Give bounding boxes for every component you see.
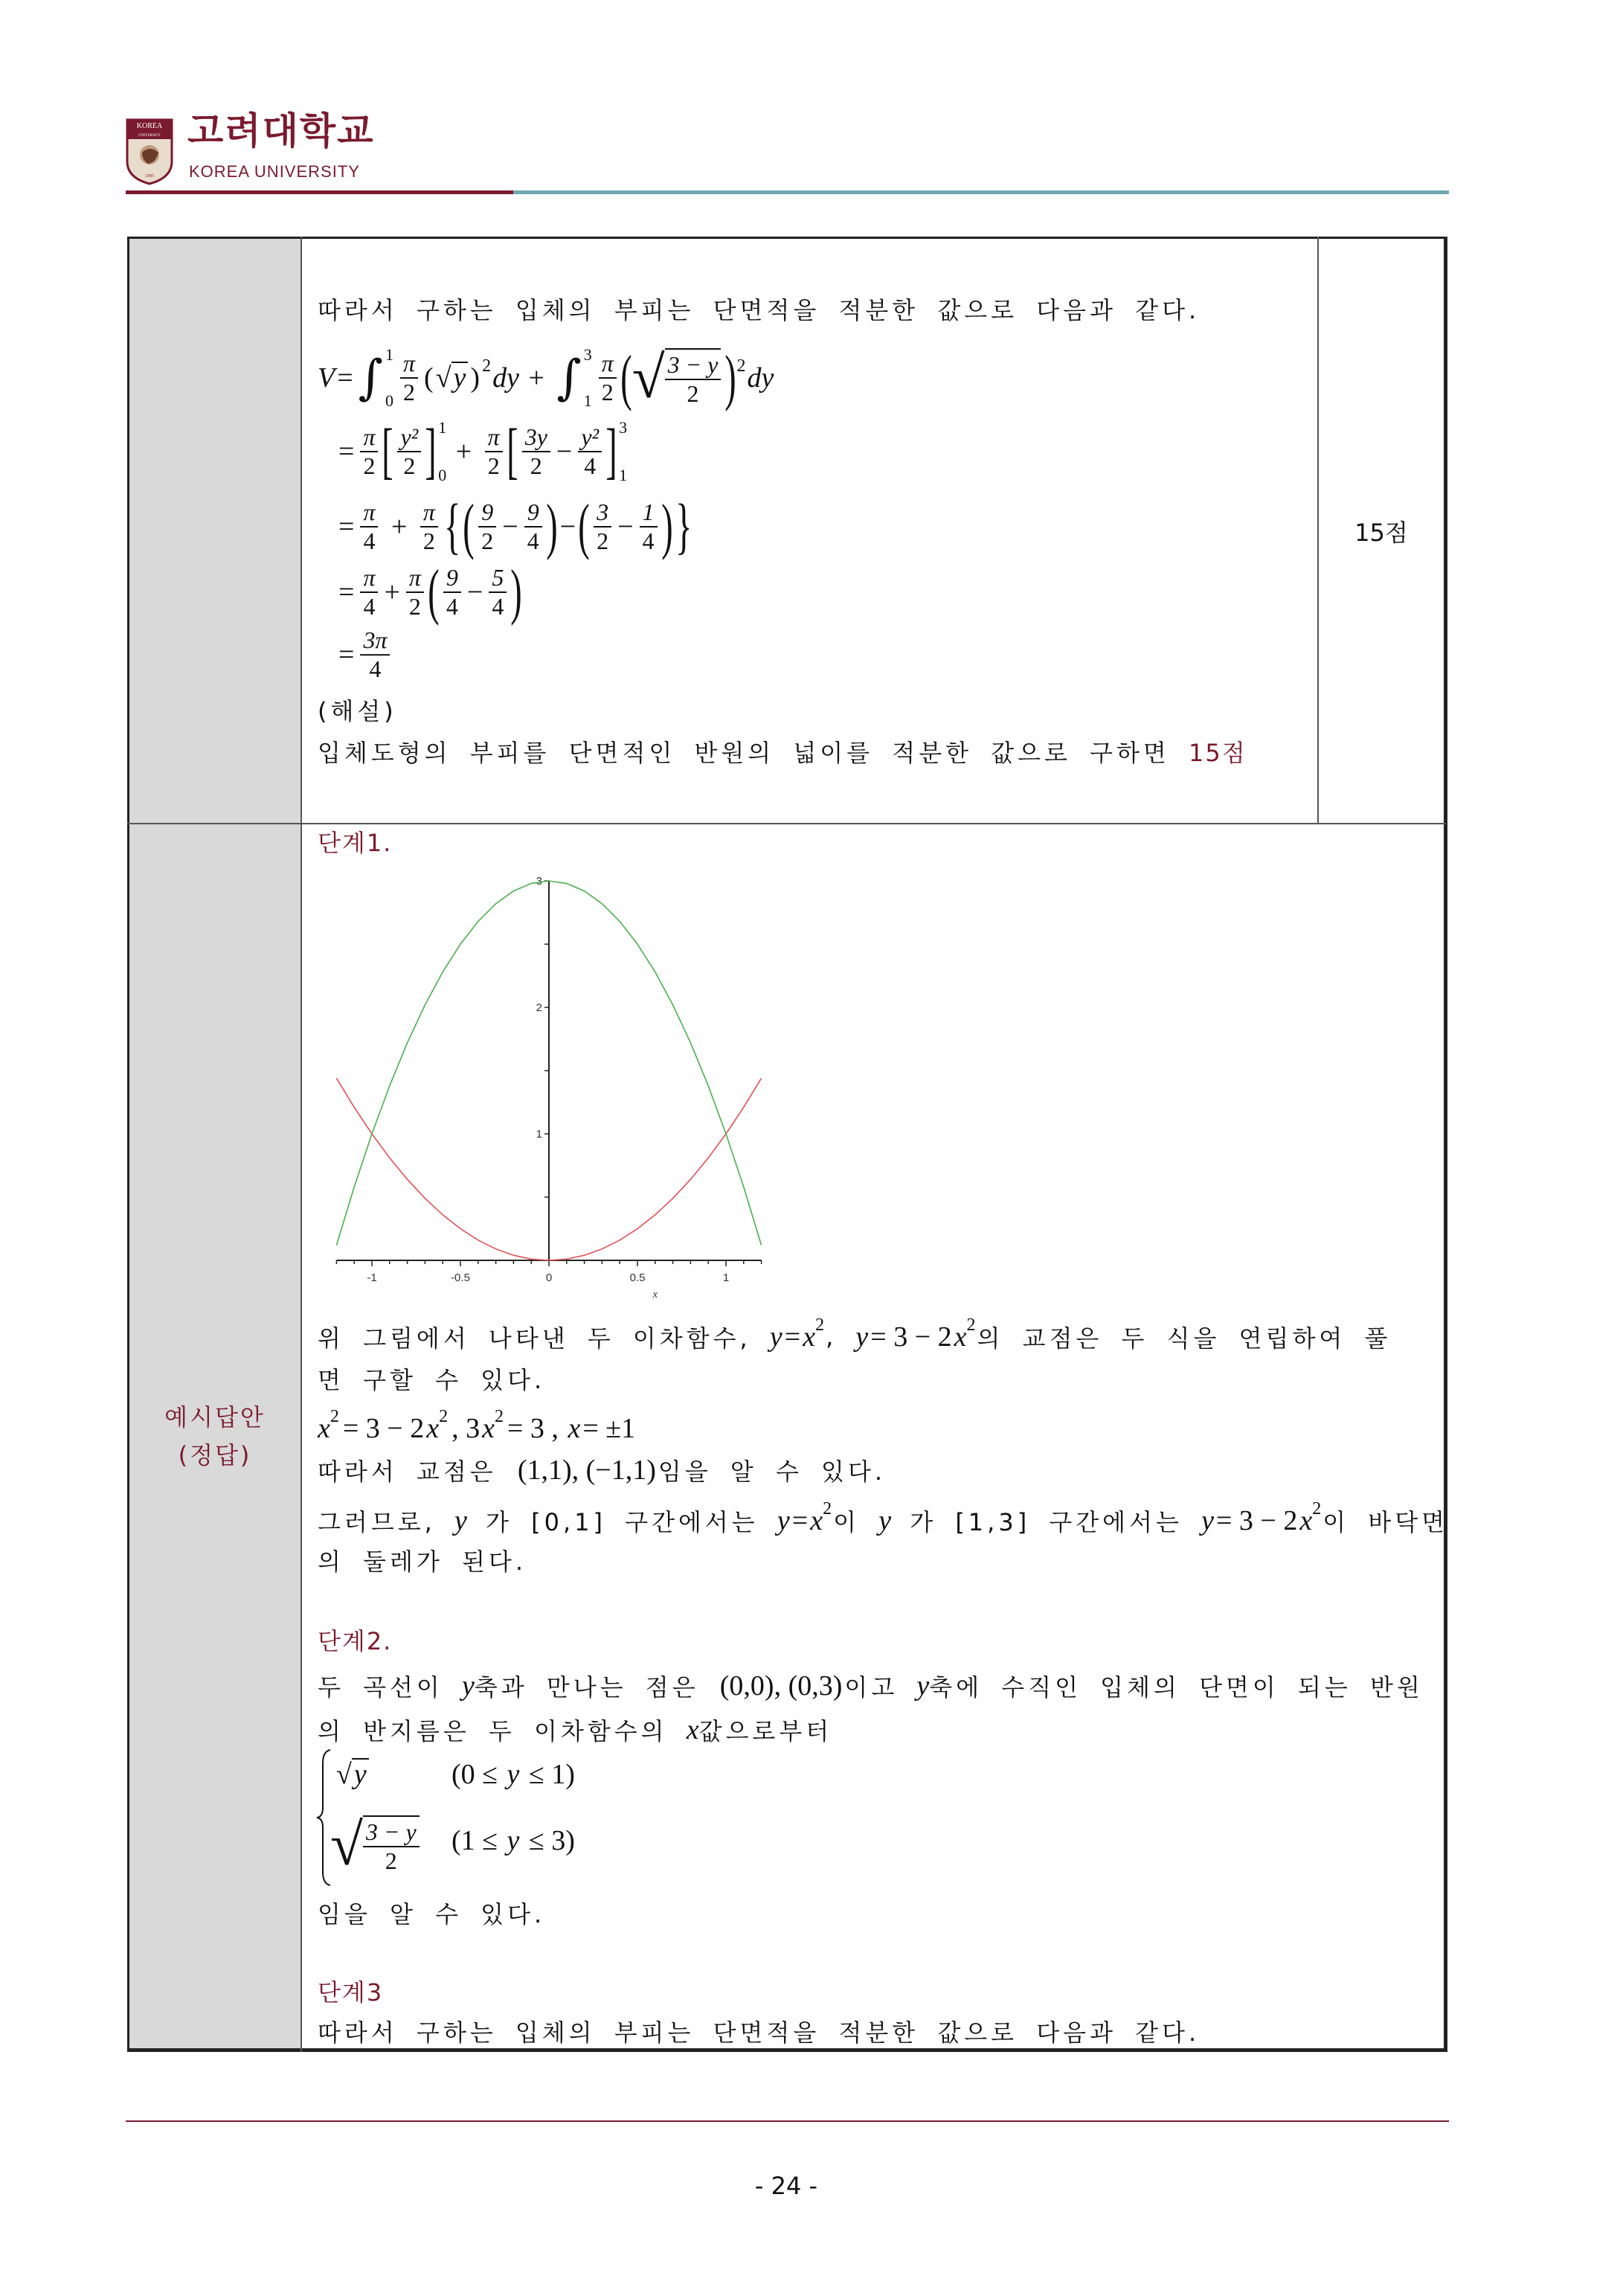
- x-tick-label: -0.5: [451, 1272, 470, 1284]
- highlight-text: 단계2.: [318, 1627, 393, 1655]
- svg-text:UNIVERSITY: UNIVERSITY: [138, 134, 161, 138]
- fraction-denominator: 2: [403, 452, 416, 479]
- math-fraction: [360, 626, 390, 683]
- math-variable: x: [810, 1505, 823, 1536]
- math-fraction: [406, 564, 424, 621]
- x-axis-label: x: [652, 1289, 658, 1301]
- math-fraction: [524, 498, 542, 555]
- math-text: = 3 − 2: [342, 1413, 425, 1444]
- math-bracket: (: [428, 557, 440, 626]
- math-fraction: [489, 564, 507, 621]
- integral-sign: ∫: [358, 350, 383, 405]
- row-label-answer: 예시답안: [164, 1403, 266, 1431]
- text-line: [318, 1498, 1449, 1538]
- text-run: 그러므로,: [318, 1508, 454, 1536]
- y-tick-label: 1: [536, 1128, 542, 1141]
- math-fraction: [443, 564, 461, 621]
- math-exponent: 2: [330, 1406, 339, 1426]
- column-divider: [301, 237, 302, 2052]
- logo-korean-name: 고려대학교: [187, 109, 375, 153]
- math-variable: dy: [492, 362, 519, 394]
- text-run: 가 [1,3] 구간에서는: [891, 1508, 1202, 1536]
- case-1-condition: [449, 1758, 577, 1791]
- math-fraction: [599, 350, 617, 406]
- fraction-numerator: 9: [524, 498, 542, 527]
- formula-step: [336, 492, 694, 561]
- text-run: 의 반지름은 두 이차함수의: [318, 1717, 687, 1745]
- math-text: ): [470, 362, 481, 394]
- fraction-denominator: 2: [687, 380, 699, 407]
- math-bracket: ]: [605, 417, 617, 486]
- math-bracket: ]: [425, 417, 437, 486]
- text-line: [318, 1543, 527, 1577]
- x-tick-label: -1: [367, 1272, 377, 1284]
- math-text: =: [338, 577, 355, 608]
- math-bracket: }: [675, 492, 692, 561]
- x-tick-label: 0: [545, 1272, 553, 1284]
- highlight-text: 15점: [1189, 739, 1247, 767]
- formula-step: [336, 419, 627, 484]
- fraction-numerator: 3: [594, 498, 611, 527]
- text-run: 임을 알 수 있다.: [658, 1458, 887, 1486]
- math-fraction: [400, 350, 418, 406]
- math-variable: V: [318, 362, 335, 394]
- fraction-numerator: 9: [443, 564, 461, 593]
- fraction-denominator: 2: [601, 379, 614, 405]
- fraction-denominator: 4: [363, 593, 376, 620]
- x-tick-label: 1: [722, 1272, 730, 1284]
- math-variable: x: [568, 1413, 581, 1444]
- footer-divider: [126, 2120, 1449, 2122]
- label-column: [129, 237, 301, 2050]
- text-line: [318, 1713, 832, 1747]
- math-bracket: ): [661, 492, 673, 561]
- text-run: 의 둘레가 된다.: [318, 1548, 527, 1576]
- lower-limit: 0: [438, 466, 447, 484]
- text-line: [318, 1453, 886, 1487]
- y-tick-label: 3: [536, 875, 542, 888]
- fraction-denominator: 4: [363, 527, 376, 554]
- math-fraction: [397, 423, 421, 480]
- text-run: 면 구할 수 있다.: [318, 1366, 546, 1394]
- fraction-numerator: √ 3 − y: [665, 351, 721, 380]
- fraction-denominator: 4: [369, 655, 382, 682]
- math-text: (0,0), (0,3): [719, 1670, 843, 1702]
- math-text: (: [424, 362, 434, 394]
- math-variable: y: [916, 1670, 930, 1702]
- integral-upper-limit: 3: [583, 345, 592, 364]
- svg-text:KOREA: KOREA: [136, 122, 163, 130]
- text-run: 의 교점은 두 식을 연립하여 풀: [977, 1324, 1392, 1353]
- text-line: [318, 292, 1200, 326]
- math-fraction: [360, 498, 378, 555]
- math-text: = 3 − 2: [870, 1321, 952, 1353]
- fraction-denominator: 2: [487, 452, 500, 479]
- radicand: √ y: [451, 362, 469, 394]
- integral-sign: ∫: [556, 350, 582, 405]
- math-variable: y: [507, 1825, 520, 1856]
- text-run: 이 바닥면: [1322, 1508, 1449, 1536]
- math-variable: y: [777, 1505, 790, 1536]
- upper-limit: 3: [619, 418, 628, 437]
- fraction-numerator: 3π: [360, 626, 390, 655]
- math-text: =: [338, 511, 355, 542]
- fraction-denominator: 2: [385, 1847, 397, 1874]
- math-text: ≤ 1): [521, 1759, 575, 1790]
- math-text: +: [521, 362, 552, 394]
- math-exponent: 2: [815, 1315, 825, 1335]
- math-variable: x: [1299, 1505, 1313, 1536]
- fraction-numerator: π: [406, 564, 424, 593]
- fraction-numerator: √ 3 − y: [363, 1818, 420, 1847]
- math-fraction: [360, 423, 378, 480]
- x-tick-label: 0.5: [629, 1272, 646, 1284]
- page-number: - 24 -: [754, 2172, 818, 2200]
- square-root: [336, 1758, 369, 1791]
- text-line: [318, 1896, 545, 1930]
- table-border-top: [127, 237, 1446, 239]
- math-bracket: ): [545, 492, 558, 561]
- evaluation-limits: [438, 419, 446, 484]
- math-exponent: 2: [439, 1406, 449, 1426]
- math-variable: x: [686, 1714, 699, 1745]
- fraction-numerator: π: [420, 498, 438, 527]
- integral-limits: [385, 346, 393, 410]
- math-bracket: (: [463, 492, 475, 561]
- math-text: , 3: [451, 1413, 481, 1444]
- case-2-condition: [449, 1824, 577, 1857]
- korea-university-seal-logo: [126, 118, 173, 185]
- text-run: 이: [833, 1508, 879, 1536]
- math-bracket: {: [444, 492, 461, 561]
- step1-heading: [318, 824, 392, 859]
- math-variable: x: [803, 1321, 816, 1353]
- radicand: √ y: [352, 1758, 369, 1791]
- step2-heading: [318, 1623, 392, 1657]
- header-divider-teal: [513, 190, 1449, 194]
- volume-integral-line: [318, 343, 774, 412]
- math-exponent: 2: [823, 1498, 832, 1519]
- table-border-bottom: [127, 2048, 1447, 2052]
- math-exponent: 2: [736, 356, 746, 376]
- table-border-right: [1444, 237, 1447, 2052]
- table-border-left: [127, 237, 129, 2052]
- parabola-chart: [312, 863, 788, 1309]
- fraction-numerator: y²: [578, 423, 602, 452]
- math-text: = ±1: [582, 1413, 636, 1444]
- math-variable: dy: [747, 362, 774, 394]
- text-run: 위 그림에서 나타낸 두 이차함수,: [318, 1324, 770, 1353]
- math-text: =: [784, 1321, 801, 1353]
- fraction-denominator: 2: [408, 593, 421, 620]
- text-run: 이고: [844, 1673, 917, 1702]
- math-exponent: 2: [966, 1315, 976, 1335]
- math-text: −: [617, 511, 634, 542]
- math-fraction: [640, 498, 658, 555]
- text-run: 입체도형의 부피를 단면적인 반원의 넓이를 적분한 값으로 구하면: [318, 739, 1189, 767]
- math-bracket: (: [620, 343, 632, 412]
- math-variable: x: [482, 1413, 495, 1444]
- math-fraction: [485, 423, 503, 480]
- row-label-correct: (정답): [178, 1441, 252, 1469]
- math-exponent: 2: [495, 1406, 504, 1426]
- fraction-numerator: π: [360, 564, 378, 593]
- text-run: 축과 만나는 점은: [474, 1673, 718, 1702]
- text-line: [318, 2014, 1200, 2048]
- lower-limit: 1: [619, 466, 628, 484]
- math-text: (1,1), (−1,1): [517, 1455, 656, 1486]
- text-line: [318, 1362, 545, 1396]
- fraction-numerator: π: [360, 498, 378, 527]
- svg-text:1905: 1905: [145, 174, 154, 179]
- square-root: [436, 362, 469, 394]
- fraction-denominator: 2: [481, 527, 494, 554]
- square-root-fraction: [632, 348, 725, 408]
- math-variable: y: [507, 1759, 520, 1790]
- math-text: +: [449, 436, 479, 467]
- math-variable: y: [769, 1321, 782, 1353]
- case-2-value: [330, 1815, 423, 1875]
- math-variable: y: [454, 1505, 467, 1536]
- fraction-denominator: 2: [403, 379, 416, 405]
- integral: [359, 346, 393, 410]
- math-text: −: [502, 511, 518, 542]
- highlight-text: 단계1.: [318, 829, 393, 857]
- math-exponent: 2: [482, 356, 492, 376]
- text-run: 임을 알 수 있다.: [318, 1900, 546, 1928]
- step3-heading: [318, 1974, 383, 2008]
- fraction-denominator: 2: [530, 452, 542, 479]
- math-fraction: [360, 564, 378, 621]
- math-fraction: [578, 423, 602, 480]
- math-text: (1 ≤: [451, 1825, 505, 1856]
- math-fraction: [594, 498, 611, 555]
- text-line: [318, 1669, 1424, 1703]
- text-run: (해설): [318, 697, 397, 725]
- math-text: (0 ≤: [451, 1759, 505, 1790]
- text-run: 가 [0,1] 구간에서는: [466, 1508, 777, 1536]
- fraction-numerator: y²: [397, 423, 421, 452]
- math-text: +: [384, 577, 400, 608]
- y-tick-label: 2: [536, 1001, 542, 1014]
- formula-result: [336, 626, 393, 683]
- score-value: 15점: [1354, 519, 1408, 547]
- text-run: 따라서 구하는 입체의 부피는 단면적을 적분한 값으로 다음과 같다.: [318, 296, 1201, 324]
- upper-limit: 1: [438, 418, 447, 437]
- fraction-denominator: 4: [642, 527, 655, 554]
- evaluation-limits: [619, 419, 627, 484]
- text-line: [318, 1315, 1392, 1354]
- math-text: −: [556, 436, 573, 467]
- math-bracket: ): [510, 557, 523, 626]
- math-variable: x: [954, 1321, 967, 1353]
- math-text: =: [791, 1505, 809, 1536]
- formula-step: [336, 557, 523, 626]
- math-text: =: [338, 436, 355, 467]
- fraction-denominator: 4: [446, 593, 458, 620]
- square-root-fraction: [330, 1815, 423, 1875]
- header-divider-maroon: [126, 190, 513, 194]
- math-variable: x: [426, 1413, 440, 1444]
- integral: [556, 346, 591, 410]
- equation-line: [318, 1406, 637, 1445]
- integral-lower-limit: 0: [385, 391, 393, 410]
- text-run: 따라서 구하는 입체의 부피는 단면적을 적분한 값으로 다음과 같다.: [318, 2018, 1201, 2047]
- math-text: = 3 ,: [507, 1413, 566, 1444]
- fraction-numerator: π: [400, 350, 418, 379]
- math-variable: y: [462, 1670, 475, 1702]
- math-text: −: [466, 577, 483, 608]
- math-fraction: [665, 348, 721, 408]
- math-variable: y: [855, 1321, 869, 1353]
- math-bracket: (: [578, 492, 590, 561]
- fraction-numerator: π: [485, 423, 503, 452]
- fraction-denominator: 4: [527, 527, 539, 554]
- text-run: 축에 수직인 입체의 단면이 되는 반원: [929, 1673, 1424, 1702]
- fraction-numerator: π: [599, 350, 617, 379]
- fraction-denominator: 2: [422, 527, 435, 554]
- math-fraction: [363, 1815, 420, 1875]
- math-bracket: [: [506, 417, 518, 486]
- math-text: ≤ 3): [521, 1825, 575, 1856]
- highlight-text: 단계3: [318, 1978, 384, 2007]
- math-variable: y: [1201, 1505, 1214, 1536]
- math-fraction: [522, 423, 550, 480]
- integral-lower-limit: 1: [583, 391, 592, 410]
- explanation-text: [318, 734, 1247, 769]
- fraction-denominator: 2: [363, 452, 376, 479]
- math-variable: x: [318, 1413, 330, 1444]
- fraction-denominator: 4: [492, 593, 504, 620]
- fraction-numerator: 1: [640, 498, 658, 527]
- explanation-heading: [318, 693, 397, 727]
- case-1-value: [336, 1758, 369, 1791]
- math-fraction: [420, 498, 438, 555]
- math-text: =: [338, 639, 355, 670]
- fraction-numerator: π: [360, 423, 378, 452]
- math-text: −: [559, 511, 576, 542]
- fraction-numerator: 9: [478, 498, 496, 527]
- text-run: ,: [826, 1323, 856, 1351]
- math-text: +: [384, 511, 414, 542]
- math-variable: y: [878, 1505, 892, 1536]
- text-run: 따라서 교점은: [318, 1458, 515, 1486]
- text-run: 값으로부터: [698, 1717, 833, 1745]
- fraction-numerator: 5: [489, 564, 507, 593]
- math-text: =: [337, 362, 353, 394]
- fraction-denominator: 2: [597, 527, 609, 554]
- fraction-numerator: 3y: [522, 423, 550, 452]
- fraction-denominator: 4: [584, 452, 597, 479]
- text-run: 두 곡선이: [318, 1673, 462, 1702]
- integral-limits: [584, 346, 592, 410]
- math-text: = 3 − 2: [1215, 1505, 1298, 1536]
- math-exponent: 2: [1312, 1498, 1322, 1519]
- integral-upper-limit: 1: [385, 345, 393, 364]
- math-bracket: [: [382, 417, 394, 486]
- logo-english-name: KOREA UNIVERSITY: [189, 162, 360, 181]
- math-fraction: [478, 498, 496, 555]
- math-bracket: ): [724, 343, 737, 412]
